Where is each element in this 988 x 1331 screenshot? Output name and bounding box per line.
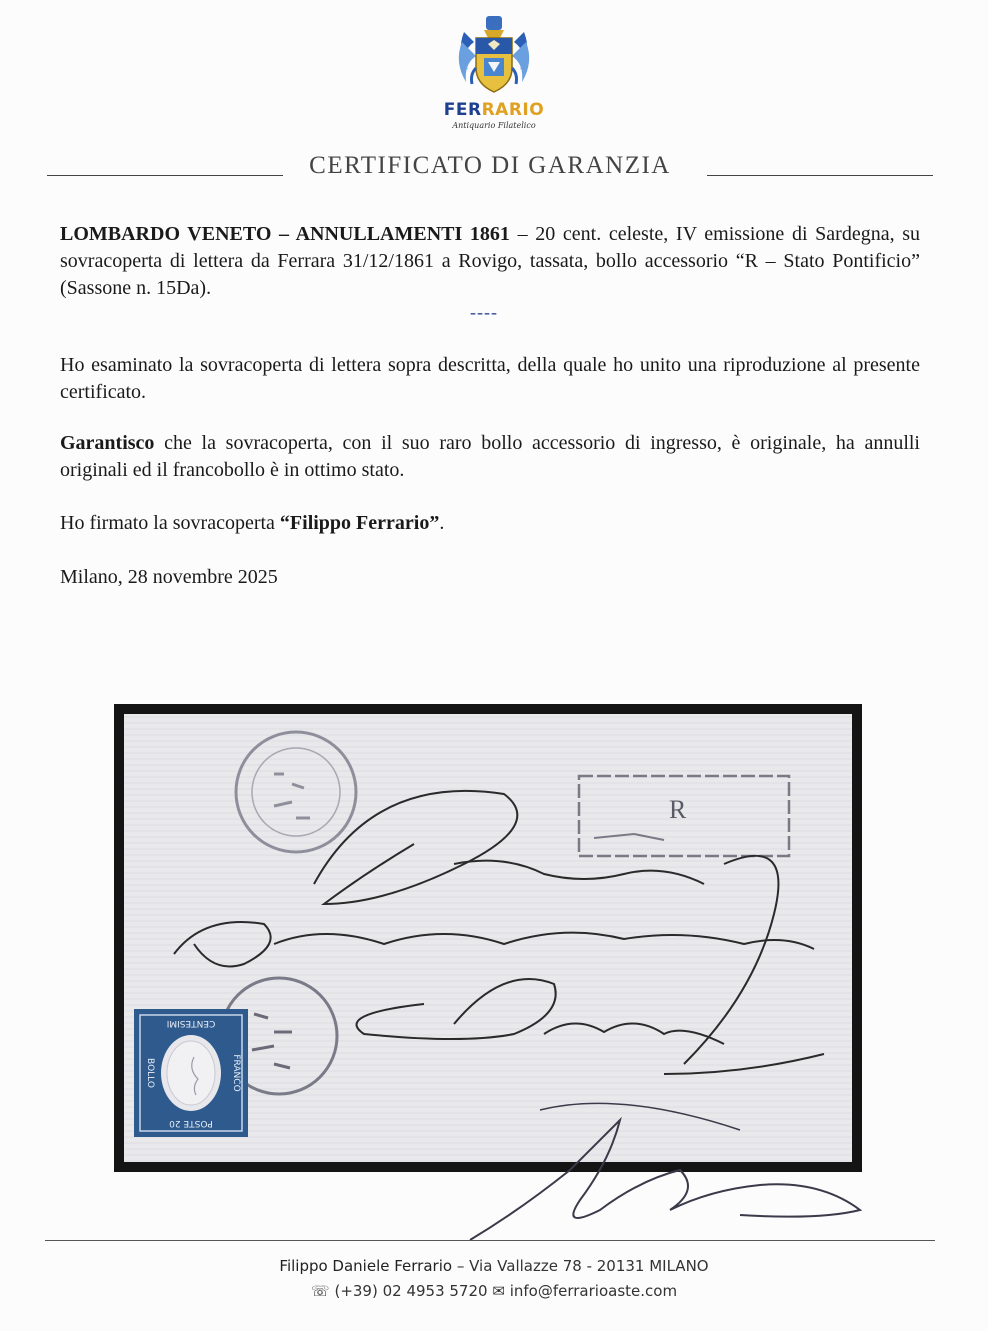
footer-contacts xyxy=(0,1282,988,1300)
brand-wordmark xyxy=(428,100,560,120)
postage-stamp xyxy=(134,1009,248,1137)
footer-email[interactable]: info@ferrarioaste.com xyxy=(509,1282,678,1300)
place-date: Milano, 28 novembre 2025 xyxy=(60,566,278,588)
mail-icon: ✉ xyxy=(492,1282,505,1300)
footer-street: – Via Vallazze 78 - 20131 MILANO xyxy=(452,1257,709,1275)
guarantee-bold: Garantisco xyxy=(60,432,155,454)
guarantee-text: che la sovracoperta, con il suo raro bollo accessorio di ingresso, è originale, ha annulli originali ed il francobollo è in ottimo stato. xyxy=(60,432,920,481)
brand-part-2: RARIO xyxy=(481,100,545,120)
ferrario-logo xyxy=(428,12,560,137)
phone-icon: ☏ xyxy=(310,1282,330,1300)
signature-text: Ho firmato la sovracoperta xyxy=(60,512,280,534)
item-heading: LOMBARDO VENETO – ANNULLAMENTI 1861 xyxy=(60,223,510,245)
certificate-title: CERTIFICATO DI GARANZIA xyxy=(309,152,671,179)
footer-rule xyxy=(45,1240,935,1241)
stamp-text-bottom: POSTE 20 xyxy=(169,1118,213,1128)
item-description-text: – 20 cent. celeste, IV emissione di Sardegna, su sovracoperta di lettera da Ferrara 31/12/1861 a Rovigo, tassata, bollo accessorio “R – Stato Pontificio” (Sassone n. 15Da). xyxy=(60,223,921,299)
handwritten-signature xyxy=(440,1100,880,1250)
guarantee-paragraph xyxy=(60,430,920,484)
box-mark-letter: R xyxy=(669,795,687,824)
brand-tagline: Antiquario Filatelico xyxy=(452,121,536,130)
separator: ---- xyxy=(470,302,498,322)
brand-part-1: FER xyxy=(443,100,482,120)
signature-name: “Filippo Ferrario” xyxy=(279,512,440,534)
examination-paragraph: Ho esaminato la sovracoperta di lettera sopra descritta, della quale ho unito una riproduzione al presente certificato. xyxy=(60,354,920,403)
title-rule-right xyxy=(707,175,933,176)
footer-phone[interactable]: (+39) 02 4953 5720 xyxy=(334,1282,488,1300)
footer-name: Filippo Daniele Ferrario xyxy=(279,1257,453,1275)
signature-end: . xyxy=(439,512,445,534)
coat-of-arms-icon xyxy=(454,12,534,98)
signature-paragraph xyxy=(60,510,920,537)
stamp-text-left: BOLLO xyxy=(145,1058,155,1088)
stamp-text-right: FRANCO xyxy=(231,1054,241,1092)
stamp-design xyxy=(134,1009,248,1137)
stamp-text-top: CENTESIMI xyxy=(166,1018,216,1028)
footer-address xyxy=(0,1257,988,1275)
item-description xyxy=(60,221,920,302)
title-row xyxy=(47,152,933,188)
